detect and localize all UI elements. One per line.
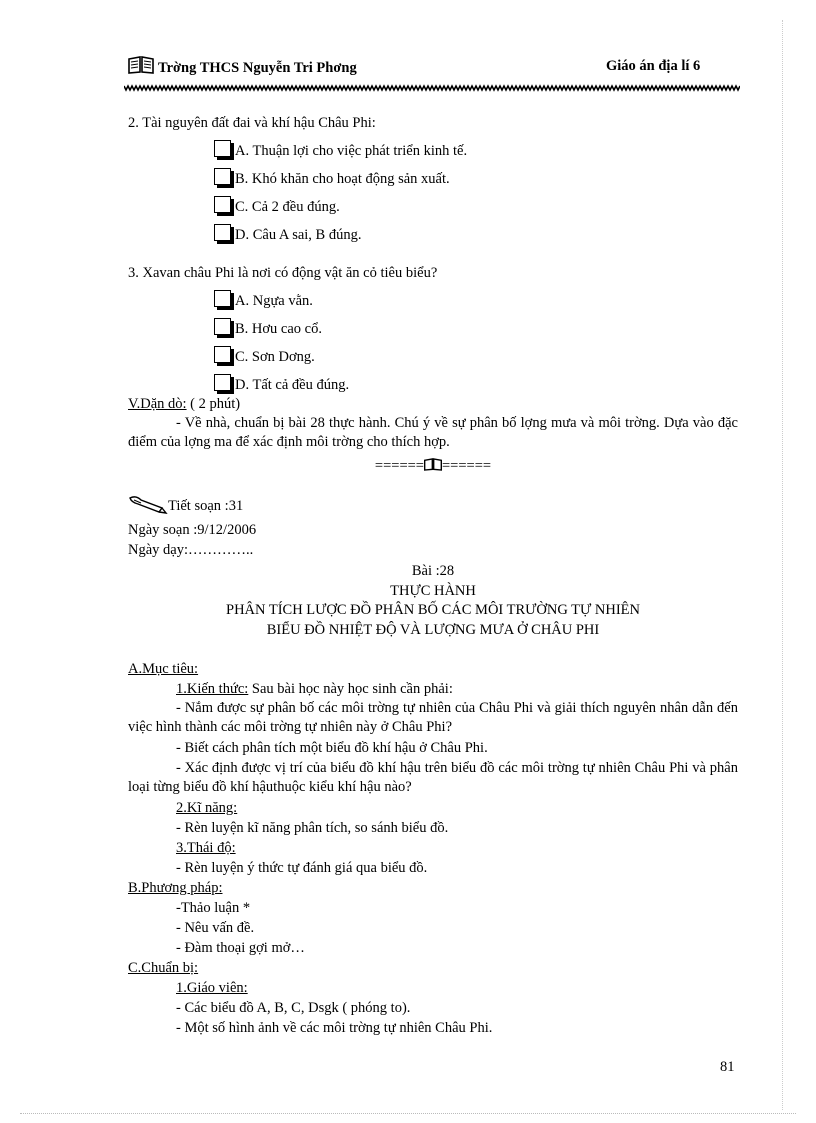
header-school: Trờng THCS Nguyễn Tri Phơng [128,56,357,77]
knowledge-point-2: - Biết cách phân tích một biểu đồ khí hậu ở Châu Phi. [176,740,488,756]
method-item: - Đàm thoại gợi mở… [176,940,305,956]
tiet-soan: Tiết soạn :31 [128,494,243,516]
dando-text: - Về nhà, chuẩn bị bài 28 thực hành. Chú ý về sự phân bố lợng mưa và môi trờng. Dựa vào đặc điểm của lợng ma để xác định môi trờng cho thích hợp. [128,415,738,450]
q2-option-a[interactable]: A. Thuận lợi cho việc phát triển kinh tế. [214,140,467,161]
q3-option-c[interactable]: C. Sơn Dơng. [214,346,315,367]
page-number: 81 [720,1059,735,1075]
section-c-title: C.Chuẩn bị: [128,960,199,976]
prep-item: - Các biểu đồ A, B, C, Dsgk ( phóng to). [176,1000,411,1016]
ngay-day: Ngày dạy:………….. [128,542,254,558]
method-item: -Thảo luận * [176,900,251,916]
q2-option-c[interactable]: C. Cả 2 đều đúng. [214,196,340,217]
open-book-icon [424,458,442,471]
open-book-icon [128,56,154,74]
q2-option-b[interactable]: B. Khó khăn cho hoạt động sản xuất. [214,168,450,189]
section-a-title: A.Mục tiêu: [128,661,199,677]
question-3: 3. Xavan châu Phi là nơi có động vật ăn cỏ tiêu biểu? [128,265,438,281]
q2-option-d[interactable]: D. Câu A sai, B đúng. [214,224,361,245]
section-b-title: B.Phương pháp: [128,880,223,896]
checkbox-icon[interactable] [214,318,231,335]
skills-point-1: - Rèn luyện kĩ năng phân tích, so sánh biểu đồ. [176,820,449,836]
q3-option-b[interactable]: B. Hơu cao cổ. [214,318,322,339]
ngay-soan: Ngày soạn :9/12/2006 [128,522,257,538]
checkbox-icon[interactable] [214,290,231,307]
header-divider [124,84,740,92]
attitude-point-1: - Rèn luyện ý thức tự đánh giá qua biểu đồ. [176,860,428,876]
attitude-heading: 3.Thái độ: [176,840,236,856]
pen-writing-icon [128,494,168,514]
bottom-border [20,1113,796,1114]
dando-heading: V.Dặn dò: ( 2 phút) [128,396,241,412]
knowledge-heading: 1.Kiến thức: Sau bài học này học sinh cần phải: [176,681,453,697]
checkbox-icon[interactable] [214,224,231,241]
lesson-number: Bài :28 [411,563,455,579]
q3-option-d[interactable]: D. Tất cả đều đúng. [214,374,349,395]
lesson-title-1: THỰC HÀNH [390,583,476,599]
q3-option-a[interactable]: A. Ngựa vằn. [214,290,313,311]
method-item: - Nêu vấn đề. [176,920,255,936]
knowledge-point-1: - Nắm được sự phân bố các môi trờng tự nhiên của Châu Phi và giải thích nguyên nhân dẫn đến việc hình thành các môi trờng tự nhiên này ở Châu Phi? [128,700,738,735]
checkbox-icon[interactable] [214,374,231,391]
checkbox-icon[interactable] [214,168,231,185]
lesson-title-3: BIỂU ĐỒ NHIỆT ĐỘ VÀ LƯỢNG MƯA Ở CHÂU PHI [266,622,600,638]
skills-heading: 2.Kĩ năng: [176,800,238,816]
checkbox-icon[interactable] [214,196,231,213]
lesson-title-2: PHÂN TÍCH LƯỢC ĐỒ PHÂN BỐ CÁC MÔI TRƯỜNG TỰ NHIÊN [226,602,640,618]
section-separator: ====== ====== [374,458,492,474]
knowledge-point-3: - Xác định được vị trí của biểu đồ khí hậu trên biểu đồ các môi trờng tự nhiên Châu Phi và phân loại từng biểu đồ khí hậuthuộc kiểu khí hậu nào? [128,760,738,795]
header-subject: Giáo án địa lí 6 [606,58,701,74]
prep-item: - Một số hình ảnh về các môi trờng tự nhiên Châu Phi. [176,1020,493,1036]
teacher-heading: 1.Giáo viên: [176,980,248,996]
checkbox-icon[interactable] [214,140,231,157]
question-2: 2. Tài nguyên đất đai và khí hậu Châu Phi: [128,115,376,131]
checkbox-icon[interactable] [214,346,231,363]
right-border [782,20,783,1110]
